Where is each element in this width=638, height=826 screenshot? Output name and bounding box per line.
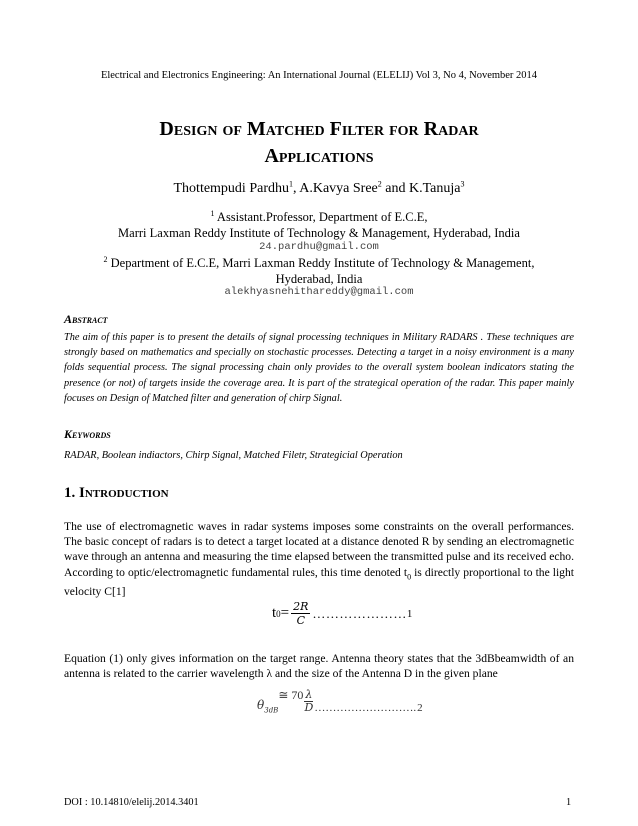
equation-1-number: 1 <box>406 607 413 620</box>
equation-1-numerator: 2R <box>293 600 309 613</box>
affiliation-1 <box>60 209 578 241</box>
author-2-sup: 2 <box>377 179 382 189</box>
affiliation-1-line-2: Marri Laxman Reddy Institute of Technology & Management, Hyderabad, India <box>118 226 520 240</box>
equation-1-lhs-sub: 0 <box>276 608 281 619</box>
equation-1-dots: ………………… <box>312 605 407 621</box>
equation-2-theta: θ <box>257 697 265 712</box>
paper-title <box>60 116 578 170</box>
introduction-heading-text: ntroduction <box>84 485 169 501</box>
footer-doi: DOI : 10.14810/elelij.2014.3401 <box>64 797 199 808</box>
equation-2-denominator: D <box>304 701 314 714</box>
author-sep-1: , <box>293 181 300 196</box>
equation-2-lhs <box>257 698 278 714</box>
author-sep-2: and <box>381 181 409 196</box>
introduction-paragraph <box>64 519 574 599</box>
equation-2-approx: ≅ 70 <box>278 688 304 702</box>
author-1: Thottempudi Pardhu <box>173 181 289 196</box>
equation-2-number: 2 <box>417 702 423 714</box>
keywords-body: RADAR, Boolean indiactors, Chirp Signal, Matched Filetr, Strategicial Operation <box>64 450 403 461</box>
author-3: K.Tanuja <box>408 181 461 196</box>
affiliation-2 <box>52 255 586 287</box>
affiliation-2-line-2: Hyderabad, India <box>275 272 363 286</box>
abstract-heading: Abstract <box>64 312 108 326</box>
title-line-2: Applications <box>264 145 374 167</box>
introduction-subscript: 0 <box>407 571 412 581</box>
email-2[interactable]: alekhyasnehithareddy@gmail.com <box>224 286 414 298</box>
equation-2-dots: ………………………. <box>314 702 417 714</box>
email-1[interactable]: 24.pardhu@gmail.com <box>259 241 379 253</box>
equation-2-fraction <box>304 689 313 714</box>
equation-2-sub: 3dB <box>264 706 279 714</box>
affiliation-1-line-1: Assistant.Professor, Department of E.C.E, <box>214 210 428 224</box>
author-3-sup: 3 <box>460 179 465 189</box>
introduction-tail: is directly proportional to the light velocity C[1] <box>64 565 574 599</box>
introduction-heading-number: 1. I <box>64 485 85 501</box>
author-list <box>0 181 638 197</box>
introduction-text: The use of electromagnetic waves in radar systems imposes some constraints on the overall performances. The basic concept of radars is to detect a target located at a distance denoted R by sending an electromagnetic wave through an antenna and measuring the time elapsed between the transmitted pulse and its received echo. According to optic/electromagnetic fundamental rules, this time denoted t <box>64 520 574 579</box>
antenna-paragraph: Equation (1) only gives information on the target range. Antenna theory states that the 3dBbeamwidth of an antenna is related to the carrier wavelength λ and the size of the Antenna D in the given plane <box>64 652 574 681</box>
equation-1-lhs: t <box>272 605 277 621</box>
keywords-heading: Keywords <box>64 427 111 441</box>
equation-1-fraction <box>291 600 310 627</box>
equation-2-numerator: λ <box>305 688 313 701</box>
equation-1-equals: = <box>280 605 290 621</box>
introduction-heading <box>64 485 169 502</box>
equation-1 <box>272 600 412 627</box>
author-1-sup: 1 <box>289 179 293 189</box>
equation-2 <box>257 688 423 714</box>
running-header: Electrical and Electronics Engineering: An International Journal (ELELIJ) Vol 3, No 4, November 2014 <box>100 70 538 81</box>
abstract-body: The aim of this paper is to present the details of signal processing techniques in Military RADARS . These techniques are strongly based on mathematics and specially on stochastic processes. Detecting a target in a noisy environment is a many folds sequential process. The signal processing chain only provides to the overall system boolean indicators stating the presence (or not) of targets inside the coverage area. It is part of the strategical operation of the radar. This paper mainly focuses on Design of Matched filter and generation of chirp Signal. <box>64 332 574 404</box>
affiliation-2-line-1: Department of E.C.E, Marri Laxman Reddy Institute of Technology & Management, <box>107 256 535 270</box>
equation-1-denominator: C <box>296 614 305 627</box>
affiliation-2-sup: 2 <box>103 254 108 264</box>
affiliation-1-sup: 1 <box>210 208 215 218</box>
page-number: 1 <box>566 797 572 808</box>
title-line-1: Design of Matched Filter for Radar <box>159 118 479 140</box>
author-2: A.Kavya Sree <box>299 181 378 196</box>
